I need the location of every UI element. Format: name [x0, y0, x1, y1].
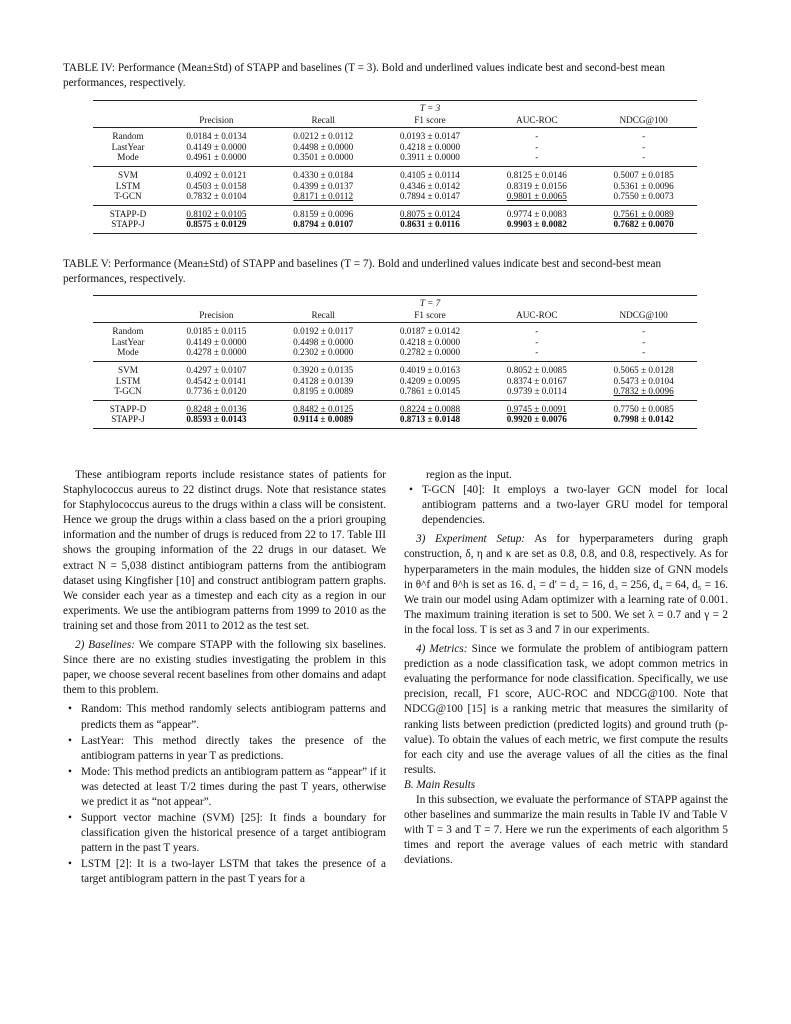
table-cell: [590, 181, 697, 192]
right-column: [404, 468, 728, 868]
table-row: [93, 361, 697, 375]
cell-value: 0.4503 ± 0.0158: [186, 180, 247, 191]
table-cell: [163, 323, 270, 337]
table-cell: [163, 361, 270, 375]
cell-value: -: [535, 336, 539, 347]
table-cell: [163, 166, 270, 180]
table-cell: [163, 337, 270, 348]
cell-value: -: [642, 152, 646, 163]
cell-value: 0.8075 ± 0.0124: [399, 208, 461, 219]
table-row: [93, 181, 697, 192]
table-cell: [483, 166, 590, 180]
cell-value: 0.2782 ± 0.0000: [399, 347, 461, 358]
cell-value: -: [642, 336, 646, 347]
cell-value: 0.4297 ± 0.0107: [186, 364, 247, 375]
row-label: STAPP-D: [93, 400, 163, 414]
table-row: [93, 191, 697, 205]
table-row: [93, 400, 697, 414]
table-cell: [483, 361, 590, 375]
row-label: SVM: [93, 361, 163, 375]
cell-value: 0.0212 ± 0.0112: [293, 131, 354, 142]
cell-value: 0.7894 ± 0.0147: [399, 191, 461, 202]
table-cell: [377, 205, 484, 219]
table-cell: [270, 400, 377, 414]
row-label: Random: [93, 128, 163, 142]
baselines-text: We compare STAPP with the following six baselines. Since there are no existing studies investigating the problem in this paper, we choose several recent baselines from other domains and adapt them to this problem.: [63, 639, 386, 697]
table-cell: [483, 205, 590, 219]
cell-value: 0.7998 ± 0.0142: [613, 414, 674, 425]
list-item: • LSTM [2]: It is a two-layer LSTM that takes the presence of a target antibiogram pattern in the past T years for a: [81, 857, 386, 887]
table-cell: [377, 386, 484, 400]
cell-value: 0.8794 ± 0.0107: [293, 219, 354, 230]
cell-value: 0.5473 ± 0.0104: [613, 375, 674, 386]
cell-value: 0.9739 ± 0.0114: [506, 386, 567, 397]
table-cell: [270, 323, 377, 337]
table-cell: [590, 219, 697, 233]
table-cell: [483, 323, 590, 337]
table-cell: [163, 128, 270, 142]
table-cell: [163, 376, 270, 387]
cell-value: 0.7682 ± 0.0070: [613, 219, 674, 230]
table-cell: [483, 386, 590, 400]
table-cell: [270, 347, 377, 361]
table-cell: [377, 337, 484, 348]
cell-value: 0.4961 ± 0.0000: [186, 152, 247, 163]
list-item: • Random: This method randomly selects antibiogram patterns and predicts them as “appear”.: [81, 702, 386, 732]
cell-value: 0.9801 ± 0.0065: [506, 191, 567, 202]
table-cell: [590, 347, 697, 361]
table-cell: [483, 376, 590, 387]
table-cell: [377, 347, 484, 361]
table-cell: [377, 414, 484, 428]
cell-value: 0.8713 ± 0.0148: [399, 414, 461, 425]
table-cell: [590, 152, 697, 166]
cell-value: 0.8248 ± 0.0136: [186, 403, 247, 414]
table-cell: [163, 152, 270, 166]
row-label: LSTM: [115, 180, 141, 191]
cell-value: 0.9114 ± 0.0089: [293, 414, 354, 425]
table-cell: [270, 337, 377, 348]
table-cell: [163, 400, 270, 414]
cell-value: 0.4498 ± 0.0000: [293, 141, 354, 152]
table-cell: [377, 191, 484, 205]
table-cell: [590, 191, 697, 205]
cell-value: 0.8195 ± 0.0089: [293, 386, 354, 397]
table-row: [93, 323, 697, 337]
column-header: NDCG@100: [590, 114, 697, 128]
table-cell: [163, 181, 270, 192]
table-cell: [270, 128, 377, 142]
cell-value: -: [642, 141, 646, 152]
table-cell: [590, 376, 697, 387]
column-header: Recall: [270, 309, 377, 323]
cell-value: 0.0185 ± 0.0115: [186, 326, 247, 337]
table-cell: [590, 414, 697, 428]
column-header: F1 score: [377, 309, 484, 323]
table-cell: [483, 337, 590, 348]
setup-text: As for hyperparameters during graph construction, δ, η and κ are set as 0.8, 0.8, and 0.8, respectively. As for hyperparameters in the main modules, the hidden size of GNN models in θ^f and θ^h is set as 16. d₁ = d′ = d₂ = 16, d₃ = 256, d₄ = 64, d₅ = 16. We train our model using Adam optimizer with a learning rate of 0.001. The maximum training iteration is set to 500. We set λ = 0.7 and γ = 2 in the focal loss. T is set as 3 and 7 in our experiments.: [404, 533, 728, 636]
table5: [93, 295, 697, 429]
table-cell: [590, 361, 697, 375]
table-cell: [163, 191, 270, 205]
cell-value: 0.9903 ± 0.0082: [506, 219, 567, 230]
cell-value: 0.8575 ± 0.0129: [186, 219, 247, 230]
left-column: [63, 468, 386, 889]
table-cell: [270, 152, 377, 166]
section-heading: B. Main Results: [404, 778, 476, 791]
table-cell: [590, 323, 697, 337]
list-item: • T-GCN [40]: It employs a two-layer GCN model for local antibiogram patterns and a two-layer GRU model for temporal dependencies.: [422, 483, 728, 528]
table-cell: [163, 219, 270, 233]
right-continuation: region as the input.: [426, 469, 512, 481]
cell-value: 0.8171 ± 0.0112: [293, 191, 354, 202]
list-item: • Mode: This method predicts an antibiogram pattern as “appear” if it was detected at least T/2 times during the past T years, otherwise we predict it as “not appear”.: [81, 765, 386, 810]
cell-value: 0.9920 ± 0.0076: [506, 414, 567, 425]
cell-value: 0.8125 ± 0.0146: [506, 169, 567, 180]
table-cell: [163, 386, 270, 400]
cell-value: 0.4019 ± 0.0163: [399, 364, 461, 375]
row-label: LSTM: [115, 375, 141, 386]
cell-value: -: [535, 131, 539, 142]
cell-value: 0.7750 ± 0.0085: [613, 403, 674, 414]
column-header: AUC-ROC: [483, 309, 590, 323]
table-cell: [590, 400, 697, 414]
cell-value: 0.8593 ± 0.0143: [186, 414, 247, 425]
column-header: Recall: [270, 114, 377, 128]
table-cell: [163, 347, 270, 361]
row-label: Mode: [117, 152, 139, 163]
cell-value: 0.7832 ± 0.0104: [186, 191, 247, 202]
table-cell: [377, 323, 484, 337]
table4: [93, 100, 697, 234]
table-row: [93, 337, 697, 348]
cell-value: 0.8159 ± 0.0096: [293, 208, 354, 219]
row-label: Mode: [117, 347, 139, 358]
table-cell: [270, 386, 377, 400]
table-row: [93, 142, 697, 153]
cell-value: 0.8631 ± 0.0116: [400, 219, 460, 230]
table-cell: [590, 386, 697, 400]
column-header: Precision: [163, 114, 270, 128]
table5-caption: TABLE V: Performance (Mean±Std) of STAPP and baselines (T = 7). Bold and underlined values indicate best and second-best mean performances, respectively.: [63, 258, 662, 285]
right-paragraph-results: In this subsection, we evaluate the performance of STAPP against the other baselines and summarize the main results in Table IV and Table V with T = 3 and T = 7. Here we run the experiments of each algorithm 5 times and report the average values of each metric with standard deviations.: [404, 793, 728, 867]
cell-value: 0.4209 ± 0.0095: [399, 375, 461, 386]
table-row: [93, 386, 697, 400]
table-cell: [590, 142, 697, 153]
table-cell: [377, 166, 484, 180]
table-group-label: T = 3: [419, 103, 441, 113]
table-cell: [377, 361, 484, 375]
table-row: [93, 376, 697, 387]
table-cell: [163, 142, 270, 153]
table-cell: [163, 205, 270, 219]
table-cell: [483, 400, 590, 414]
table-cell: [590, 128, 697, 142]
cell-value: -: [642, 326, 646, 337]
cell-value: 0.8374 ± 0.0167: [506, 375, 567, 386]
table-row: [93, 205, 697, 219]
cell-value: 0.7561 ± 0.0089: [613, 208, 674, 219]
cell-value: 0.8052 ± 0.0085: [506, 364, 567, 375]
right-paragraph-metrics: [404, 642, 728, 778]
table-cell: [270, 205, 377, 219]
row-label: LastYear: [111, 336, 145, 347]
table-row: [93, 219, 697, 233]
cell-value: -: [535, 141, 539, 152]
table-cell: [483, 128, 590, 142]
cell-value: 0.4105 ± 0.0114: [400, 169, 460, 180]
cell-value: 0.8224 ± 0.0088: [399, 403, 461, 414]
cell-value: 0.5007 ± 0.0185: [613, 169, 674, 180]
cell-value: 0.5361 ± 0.0096: [613, 180, 674, 191]
column-header: AUC-ROC: [483, 114, 590, 128]
table-cell: [483, 219, 590, 233]
cell-value: 0.4092 ± 0.0121: [186, 169, 247, 180]
cell-value: 0.4149 ± 0.0000: [186, 336, 247, 347]
table-cell: [377, 400, 484, 414]
baselines-list: [63, 702, 386, 887]
cell-value: 0.0193 ± 0.0147: [399, 131, 461, 142]
table-cell: [377, 219, 484, 233]
row-label: SVM: [93, 166, 163, 180]
table-cell: [590, 166, 697, 180]
table-cell: [483, 191, 590, 205]
table-cell: [483, 181, 590, 192]
metrics-heading: 4) Metrics:: [416, 643, 468, 656]
table-group-label: T = 7: [419, 298, 441, 308]
cell-value: 0.7861 ± 0.0145: [399, 386, 461, 397]
table-cell: [377, 128, 484, 142]
cell-value: 0.4278 ± 0.0000: [186, 347, 247, 358]
cell-value: 0.7832 ± 0.0096: [613, 386, 674, 397]
table-cell: [270, 376, 377, 387]
table4-caption: TABLE IV: Performance (Mean±Std) of STAPP and baselines (T = 3). Bold and underlined values indicate best and second-best mean performances, respectively.: [63, 62, 665, 89]
cell-value: 0.9774 ± 0.0083: [506, 208, 567, 219]
cell-value: 0.3911 ± 0.0000: [400, 152, 460, 163]
row-label: LastYear: [111, 141, 145, 152]
cell-value: 0.2302 ± 0.0000: [293, 347, 354, 358]
cell-value: 0.8319 ± 0.0156: [506, 180, 567, 191]
table-cell: [483, 414, 590, 428]
cell-value: -: [535, 326, 539, 337]
cell-value: 0.7550 ± 0.0073: [613, 191, 674, 202]
table-cell: [483, 152, 590, 166]
column-header: F1 score: [377, 114, 484, 128]
row-label: T-GCN: [114, 191, 142, 202]
table-cell: [590, 337, 697, 348]
cell-value: 0.4346 ± 0.0142: [399, 180, 461, 191]
row-label: STAPP-J: [93, 219, 163, 233]
metrics-text: Since we formulate the problem of antibiogram pattern prediction as a node classification task, we adopt common metrics in evaluating the performance for node classification. Specifically, we use precision, recall, F1 score, AUC-ROC and NDCG@100. Note that NDCG@100 [15] is a ranking metric that measures the similarity of ranking lists between prediction (predicted logits) and ground truth (p-value). To obtain the values of each metric, we first compute the results for each city and use the average values of all the cities as the final results.: [404, 643, 728, 776]
left-paragraph-dataset: These antibiogram reports include resistance states of patients for Staphylococcus aureus to 22 distinct drugs. Note that resistance states for Staphylococcus aureus to the drugs within a class will be consistent. Hence we group the drugs within a class based on the a priori grouping information and the number of drugs is reduced from 22 to 17. Table III shows the grouping information of the 22 drugs in our dataset. We extract N = 5,038 distinct antibiogram patterns from the antibiogram dataset using Kingfisher [10] and construct antibiogram pattern graphs. We consider each year as a timestep and each city as a region in our experiments. We use the antibiogram patterns from 1999 to 2010 as the training set and those from 2011 to 2012 as the test set.: [63, 469, 386, 632]
cell-value: 0.0192 ± 0.0117: [293, 326, 354, 337]
cell-value: 0.7736 ± 0.0120: [186, 386, 247, 397]
cell-value: 0.4399 ± 0.0137: [293, 180, 354, 191]
cell-value: 0.0184 ± 0.0134: [186, 131, 247, 142]
column-header: NDCG@100: [590, 309, 697, 323]
row-label: T-GCN: [114, 386, 142, 397]
table-cell: [270, 166, 377, 180]
cell-value: 0.0187 ± 0.0142: [399, 326, 461, 337]
cell-value: 0.3920 ± 0.0135: [293, 364, 354, 375]
row-label: STAPP-J: [93, 414, 163, 428]
cell-value: 0.8482 ± 0.0125: [293, 403, 354, 414]
cell-value: 0.4218 ± 0.0000: [399, 336, 461, 347]
table-cell: [483, 347, 590, 361]
cell-value: 0.4128 ± 0.0139: [293, 375, 354, 386]
table-row: [93, 166, 697, 180]
table-row: [93, 347, 697, 361]
cell-value: 0.4330 ± 0.0184: [293, 169, 354, 180]
table-row: [93, 414, 697, 428]
cell-value: 0.9745 ± 0.0091: [506, 403, 567, 414]
table-cell: [270, 219, 377, 233]
right-paragraph-setup: [404, 532, 728, 638]
table-cell: [270, 191, 377, 205]
baselines-heading: 2) Baselines:: [75, 639, 135, 652]
table-row: [93, 152, 697, 166]
list-item: • LastYear: This method directly takes the presence of the antibiogram patterns in year T as predictions.: [81, 734, 386, 764]
left-paragraph-baselines: [63, 638, 386, 698]
table-cell: [377, 152, 484, 166]
table-cell: [270, 142, 377, 153]
cell-value: 0.4149 ± 0.0000: [186, 141, 247, 152]
table-cell: [163, 414, 270, 428]
table-cell: [270, 414, 377, 428]
cell-value: 0.4498 ± 0.0000: [293, 336, 354, 347]
table-cell: [590, 205, 697, 219]
cell-value: 0.4542 ± 0.0141: [186, 375, 247, 386]
table-row: [93, 128, 697, 142]
table-cell: [270, 361, 377, 375]
setup-heading: 3) Experiment Setup:: [416, 533, 526, 546]
cell-value: 0.3501 ± 0.0000: [293, 152, 354, 163]
tgcn-list: [404, 483, 728, 528]
cell-value: -: [642, 131, 646, 142]
row-label: STAPP-D: [93, 205, 163, 219]
table-cell: [377, 142, 484, 153]
cell-value: 0.4218 ± 0.0000: [399, 141, 461, 152]
row-label: Random: [93, 323, 163, 337]
cell-value: -: [535, 152, 539, 163]
cell-value: -: [535, 347, 539, 358]
cell-value: 0.8102 ± 0.0105: [186, 208, 247, 219]
column-header: Precision: [163, 309, 270, 323]
cell-value: -: [642, 347, 646, 358]
list-item: • Support vector machine (SVM) [25]: It finds a boundary for classification given the historical presence of a target antibiogram pattern in the past T years.: [81, 811, 386, 856]
table-cell: [483, 142, 590, 153]
cell-value: 0.5065 ± 0.0128: [613, 364, 674, 375]
table-cell: [377, 376, 484, 387]
table-cell: [377, 181, 484, 192]
table-cell: [270, 181, 377, 192]
